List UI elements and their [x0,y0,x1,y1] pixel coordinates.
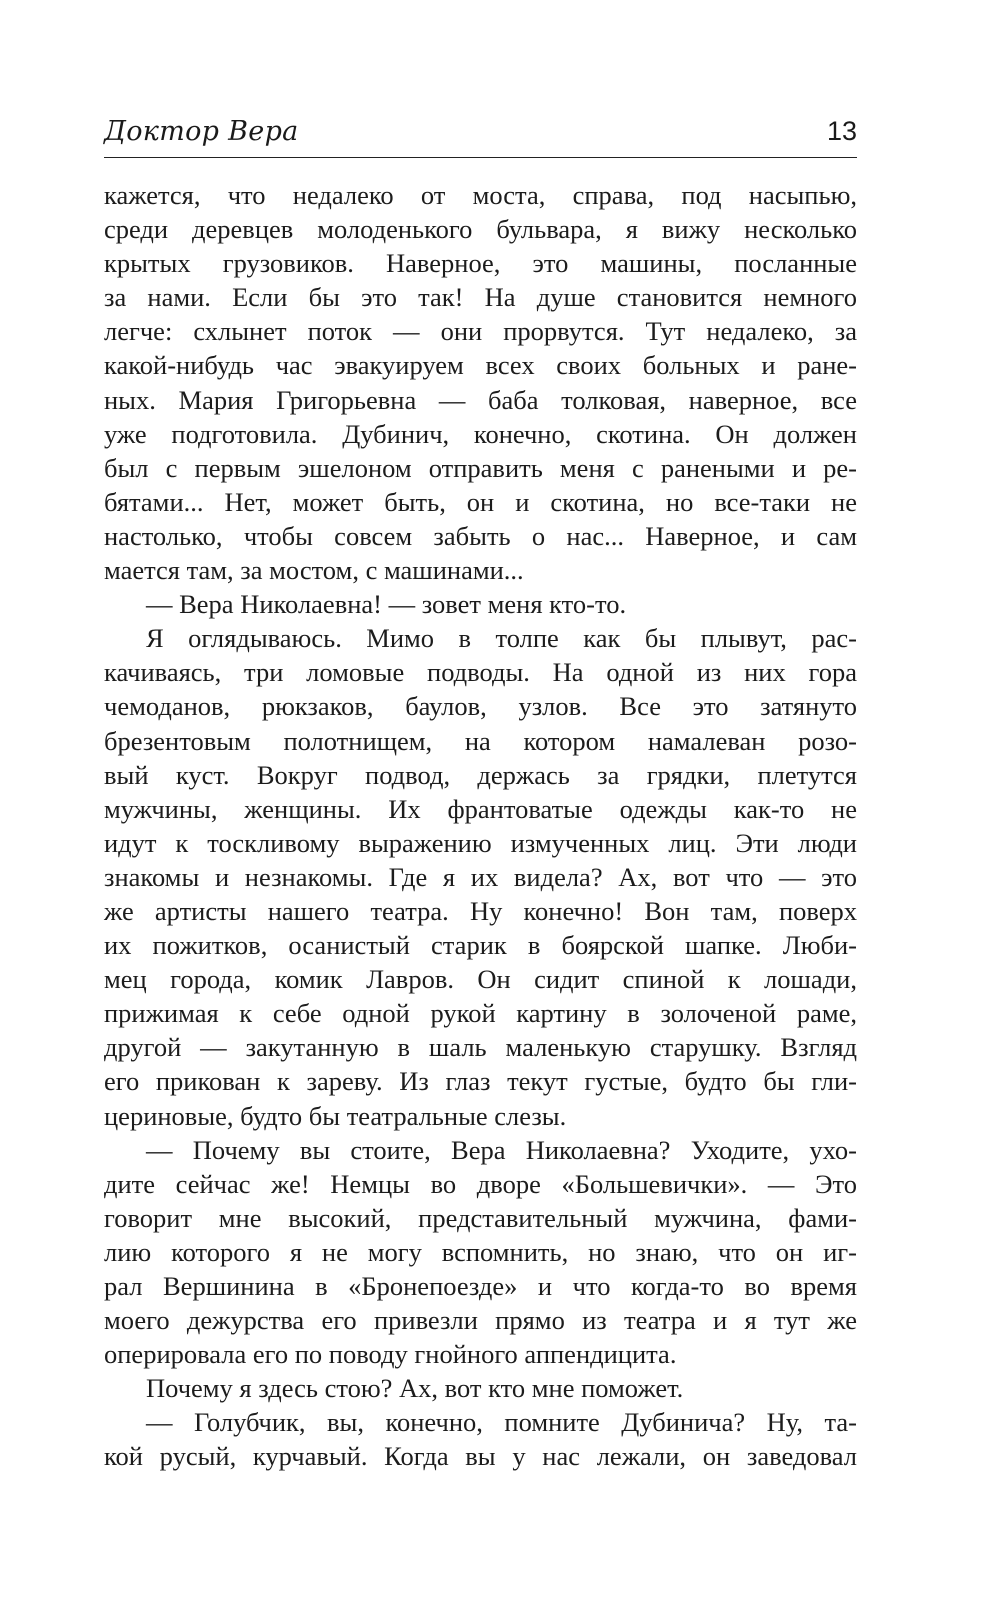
text-line: мец города, комик Лавров. Он сидит спиной к лошади, [104,964,857,995]
body-text [104,178,857,1474]
text-line: легче: схлынет поток — они прорвутся. Тут недалеко, за [104,316,857,347]
text-line: за нами. Если бы это так! На душе становится немного [104,282,857,313]
text-line: лию которого я не могу вспомнить, но знаю, что он иг- [104,1236,857,1267]
text-line: крытых грузовиков. Наверное, это машины, посланные [104,248,857,279]
text-line: кой русый, курчавый. Когда вы у нас лежали, он заведовал [104,1441,857,1472]
text-line: знакомы и незнакомы. Где я их видела? Ах, вот что — это [104,861,857,892]
text-line: вый куст. Вокруг подвод, держась за грядки, плетутся [104,759,857,790]
text-line: его прикован к зареву. Из глаз текут густые, будто бы гли- [104,1066,857,1097]
text-line: качиваясь, три ломовые подводы. На одной из них гора [104,657,857,688]
text-line: их пожитков, осанистый старик в боярской шапке. Люби- [104,930,857,961]
text-line: — Голубчик, вы, конечно, помните Дубинича? Ну, та- [146,1407,857,1438]
text-line: настолько, чтобы совсем забыть о нас... Наверное, и сам [104,520,857,551]
text-line: был с первым эшелоном отправить меня с ранеными и ре- [104,452,857,483]
text-line: Я оглядываюсь. Мимо в толпе как бы плывут, рас- [146,623,857,654]
text-line: Почему я здесь стою? Ах, вот кто мне поможет. [146,1373,684,1404]
text-line: моего дежурства его привезли прямо из театра и я тут же [104,1305,857,1336]
text-line: чемоданов, рюкзаков, баулов, узлов. Все это затянуто [104,691,857,722]
text-line: какой-нибудь час эвакуируем всех своих больных и ране- [104,350,857,381]
text-line: цериновые, будто бы театральные слезы. [104,1100,567,1131]
page-header [104,116,857,160]
text-line: оперировала его по поводу гнойного аппендицита. [104,1339,677,1370]
text-line: прижимая к себе одной рукой картину в золоченой раме, [104,998,857,1029]
text-line: — Почему вы стоите, Вера Николаевна? Уходите, ухо- [146,1134,857,1165]
text-line: среди деревцев молоденького бульвара, я вижу несколько [104,214,857,245]
text-line: бятами... Нет, может быть, он и скотина, но все-таки не [104,486,857,517]
text-line: идут к тоскливому выражению измученных лиц. Эти люди [104,827,857,858]
text-line: рал Вершинина в «Бронепоезде» и что когда-то во время [104,1271,857,1301]
text-line: кажется, что недалеко от моста, справа, под насыпью, [104,180,857,210]
running-title: Доктор Вера [104,116,299,147]
text-line: ных. Мария Григорьевна — баба толковая, наверное, все [104,384,857,415]
text-line: уже подготовила. Дубинич, конечно, скотина. Он должен [104,418,857,449]
text-line: говорит мне высокий, представительный мужчина, фами- [104,1202,857,1233]
page-number: 13 [826,116,857,146]
text-line: мается там, за мостом, с машинами... [104,555,524,586]
text-line: дите сейчас же! Немцы во дворе «Большевички». — Это [104,1168,857,1199]
text-line: — Вера Николаевна! — зовет меня кто-то. [146,589,627,620]
text-line: же артисты нашего театра. Ну конечно! Вон там, поверх [104,895,857,926]
text-line: другой — закутанную в шаль маленькую старушку. Взгляд [104,1032,857,1063]
header-rule [104,157,857,158]
text-line: мужчины, женщины. Их франтоватые одежды как-то не [104,793,857,824]
text-line: брезентовым полотнищем, на котором намалеван розо- [104,725,857,756]
